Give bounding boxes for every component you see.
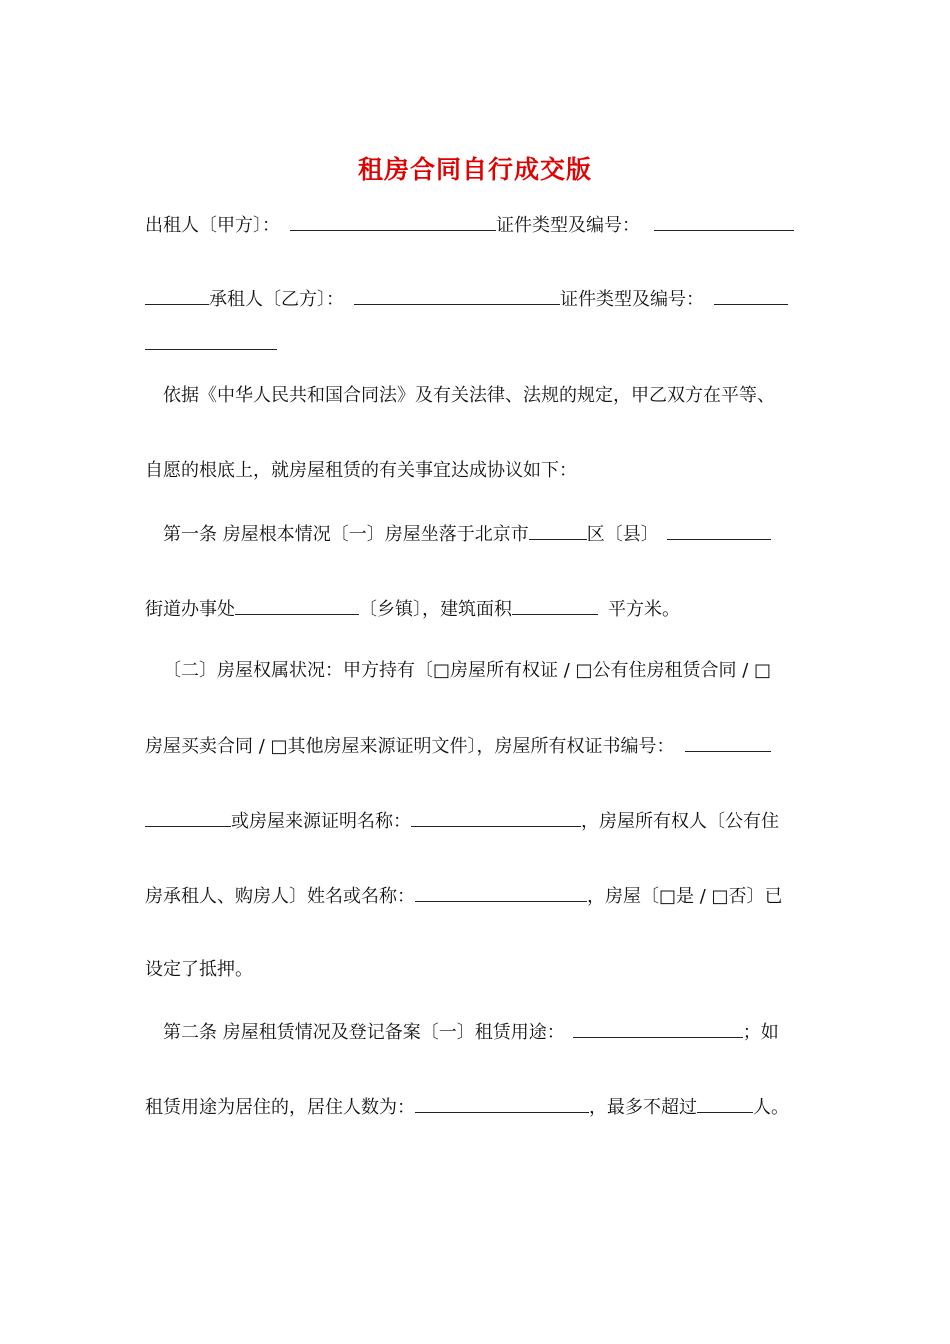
lessor-id-blank [654, 212, 794, 231]
ownership-line-3 [145, 808, 805, 834]
max-residents-label: ，最多不超过 [589, 1097, 697, 1118]
owner-name-blank [415, 883, 587, 902]
lessee-id-label: 证件类型及编号： [560, 289, 704, 310]
article2-text-1: 第二条 房屋租赁情况及登记备案〔一〕租赁用途： [163, 1022, 565, 1043]
max-residents-blank [697, 1094, 753, 1113]
residents-label: 租赁用途为居住的，居住人数为： [145, 1097, 415, 1118]
lessor-name-blank [290, 212, 496, 231]
usage-end: ；如 [742, 1022, 779, 1043]
district-label: 区〔县〕 [586, 524, 659, 545]
lessee-id-blank [714, 286, 788, 305]
lessor-id-label: 证件类型及编号： [496, 215, 640, 236]
ownership-line-1 [145, 659, 805, 683]
article1-line-2 [145, 596, 805, 622]
mortgage-text: 设定了抵押。 [145, 959, 253, 980]
mortgage-label: ，房屋〔□是 / □否〕已 [587, 886, 783, 907]
owner-label-start: ，房屋所有权人〔公有住 [581, 811, 779, 832]
township-label: 〔乡镇〕，建筑面积 [359, 599, 512, 620]
usage-blank [573, 1019, 743, 1038]
article1-text-1: 第一条 房屋根本情况〔一〕房屋坐落于北京市 [163, 524, 529, 545]
preamble-text-1: 依据《中华人民共和国合同法》及有关法律、法规的规定，甲乙双方在平等、 [163, 385, 775, 406]
lessor-label: 出租人〔甲方〕： [145, 215, 280, 236]
certificate-no-blank-cont [145, 808, 231, 827]
document-title: 租房合同自行成交版 [357, 155, 592, 184]
lessee-id-blank-cont [145, 331, 277, 350]
residents-blank [415, 1094, 589, 1113]
office-blank [235, 596, 359, 615]
street-office-label: 街道办事处 [145, 599, 235, 620]
lessee-id-blank-line [145, 331, 805, 357]
preamble-text-2: 自愿的根底上，就房屋租赁的有关事宜达成协议如下： [145, 460, 577, 481]
ownership-line-5 [145, 958, 805, 982]
street-blank [667, 521, 771, 540]
ownership-line-4 [145, 883, 805, 909]
article1-line-1 [145, 521, 805, 547]
ownership-text-1: 〔二〕房屋权属状况：甲方持有〔□房屋所有权证 / □公有住房租赁合同 / □ [163, 660, 772, 681]
ownership-line-2 [145, 733, 805, 759]
lessee-line [145, 286, 805, 312]
lessee-name-blank [354, 286, 560, 305]
area-unit: 平方米。 [608, 599, 680, 620]
ownership-text-2: 房屋买卖合同 / □其他房屋来源证明文件〕，房屋所有权证书编号： [145, 736, 675, 757]
source-doc-label: 或房屋来源证明名称： [231, 811, 411, 832]
area-blank [512, 596, 598, 615]
district-blank [529, 521, 587, 540]
preamble-line-1 [145, 384, 805, 408]
article2-line-2 [145, 1094, 805, 1120]
residents-unit: 人。 [753, 1097, 789, 1118]
source-doc-blank [411, 808, 581, 827]
article2-line-1 [145, 1019, 805, 1045]
lessor-id-blank-cont [145, 286, 209, 305]
preamble-line-2 [145, 459, 805, 483]
certificate-no-blank [685, 733, 771, 752]
owner-label-end: 房承租人、购房人〕姓名或名称： [145, 886, 415, 907]
lessor-line [145, 212, 805, 238]
lessee-label: 承租人〔乙方〕： [209, 289, 344, 310]
